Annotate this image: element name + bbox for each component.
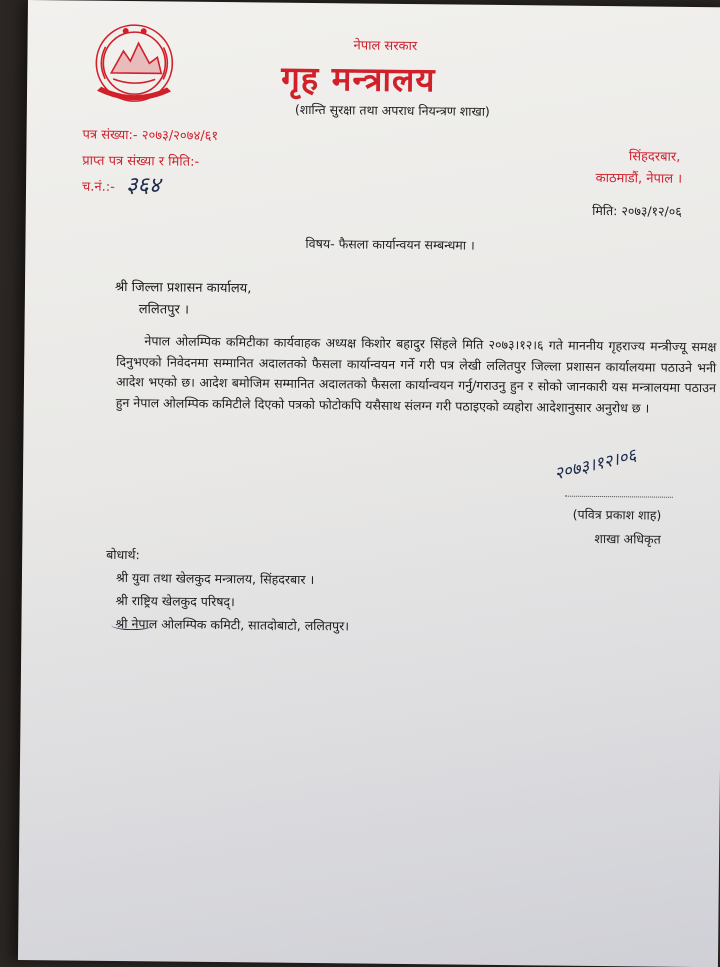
cc-item: श्री युवा तथा खेलकुद मन्त्रालय, सिंहदरबार । [115, 569, 315, 588]
letter-body: नेपाल ओलम्पिक कमिटीका कार्यवाहक अध्यक्ष किशोर बहादुर सिंहले मिति २०७३।१२।६ गते माननीय गृहराज्य मन्त्रीज्यू समक्ष दिनुभएको निवेदनमा सम्मानित अदालतको फैसला कार्यान्वयन गर्ने गरी पत्र लेखी ललितपुर जिल्ला प्रशासन कार्यालयमा पठाउने भनी आदेश भएको छ। आदेश बमोजिम सम्मानित अदालतको फैसला कार्यान्वयन गर्नु/गराउनु हुन र सोको जानकारी यस मन्त्रालयमा पठाउन हुन नेपाल ओलम्पिक कमिटीले दिएको पत्रको फोटोकपि यसैसाथ संलग्न गरी पठाइएको व्यहोरा आदेशानुसार अनुरोध छ । [115, 333, 717, 416]
subject-line: विषय- फैसला कार्यान्वयन सम्बन्धमा । [305, 235, 475, 253]
address-line-2: काठमाडौं, नेपाल । [595, 170, 683, 187]
recipient-city: ललितपुर । [138, 302, 190, 318]
handwritten-underline [111, 621, 151, 630]
cc-item: श्री नेपाल ओलम्पिक कमिटी, सातदोबाटो, ललितपुर। [115, 615, 350, 634]
signer-title: शाखा अधिकृत [594, 530, 661, 547]
cc-label: बोधार्थ: [106, 546, 140, 563]
cc-item: श्री राष्ट्रिय खेलकुद परिषद्। [115, 592, 235, 610]
letter-date: मिति: २०७३/१२/०६ [592, 202, 682, 219]
recipient-block [115, 277, 252, 322]
signature-line [565, 496, 673, 498]
address-line-1: सिंहदरबार, [628, 149, 681, 165]
handwritten-signature-date: २०७३।१२।०६ [552, 445, 639, 485]
nepal-government-emblem [83, 17, 186, 110]
signer-name: (पवित्र प्रकाश शाह) [572, 506, 662, 523]
division-name: (शान्ति सुरक्षा तथा अपराध नियन्त्रण शाखा) [294, 101, 490, 119]
received-letter-label: प्राप्त पत्र संख्या र मिति:- [82, 153, 200, 170]
letter-page [18, 0, 720, 967]
chalan-label: च.नं.:- [81, 179, 115, 195]
chalan-number: ३६४ [125, 173, 161, 199]
ministry-title: गृह मन्त्रालय [280, 58, 436, 100]
government-label: नेपाल सरकार [353, 38, 418, 55]
letter-number: पत्र संख्या:- २०७३/२०७४/६१ [82, 127, 219, 144]
recipient-name: श्री जिल्ला प्रशासन कार्यालय, [114, 279, 252, 297]
